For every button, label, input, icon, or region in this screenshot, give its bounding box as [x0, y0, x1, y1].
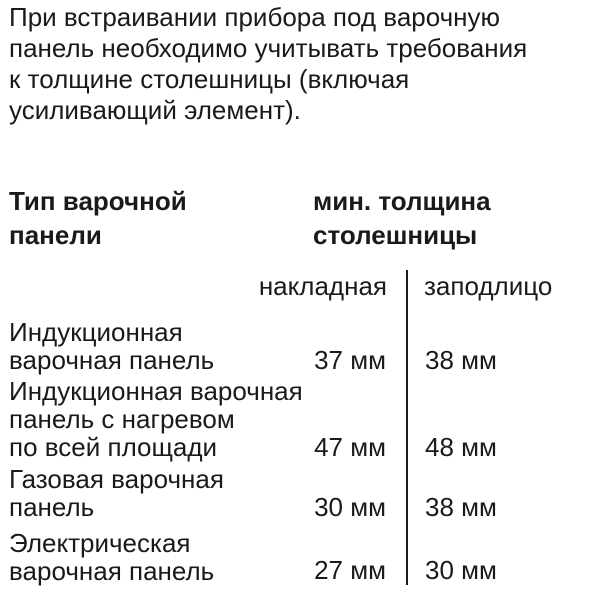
- row-name-induction-full-area: Индукционная варочная панель с нагревом по всей площади: [9, 376, 303, 462]
- subheader-flush: заподлицо: [424, 271, 553, 301]
- row-value-induction-full-area-overlay: 47 мм: [314, 432, 386, 462]
- subheader-overlay: накладная: [258, 271, 387, 301]
- row-value-induction-full-area-flush: 48 мм: [425, 432, 497, 462]
- row-value-induction-flush: 38 мм: [425, 345, 497, 375]
- row-name-induction: Индукционная варочная панель: [9, 317, 215, 375]
- column-header-hob-type: Тип варочной панели: [9, 186, 187, 250]
- intro-paragraph: При встраивании прибора под варочную панель необходимо учитывать требования к толщине столешницы (включая усиливающий элемент).: [9, 2, 528, 125]
- row-name-gas: Газовая варочная панель: [9, 464, 224, 522]
- column-header-min-thickness: мин. толщина столешницы: [313, 186, 491, 250]
- row-value-electric-overlay: 27 мм: [314, 555, 386, 585]
- row-value-gas-overlay: 30 мм: [314, 492, 386, 522]
- row-value-induction-overlay: 37 мм: [314, 345, 386, 375]
- row-value-electric-flush: 30 мм: [425, 555, 497, 585]
- row-value-gas-flush: 38 мм: [425, 492, 497, 522]
- row-name-electric: Электрическая варочная панель: [9, 528, 215, 586]
- column-divider: [406, 270, 408, 585]
